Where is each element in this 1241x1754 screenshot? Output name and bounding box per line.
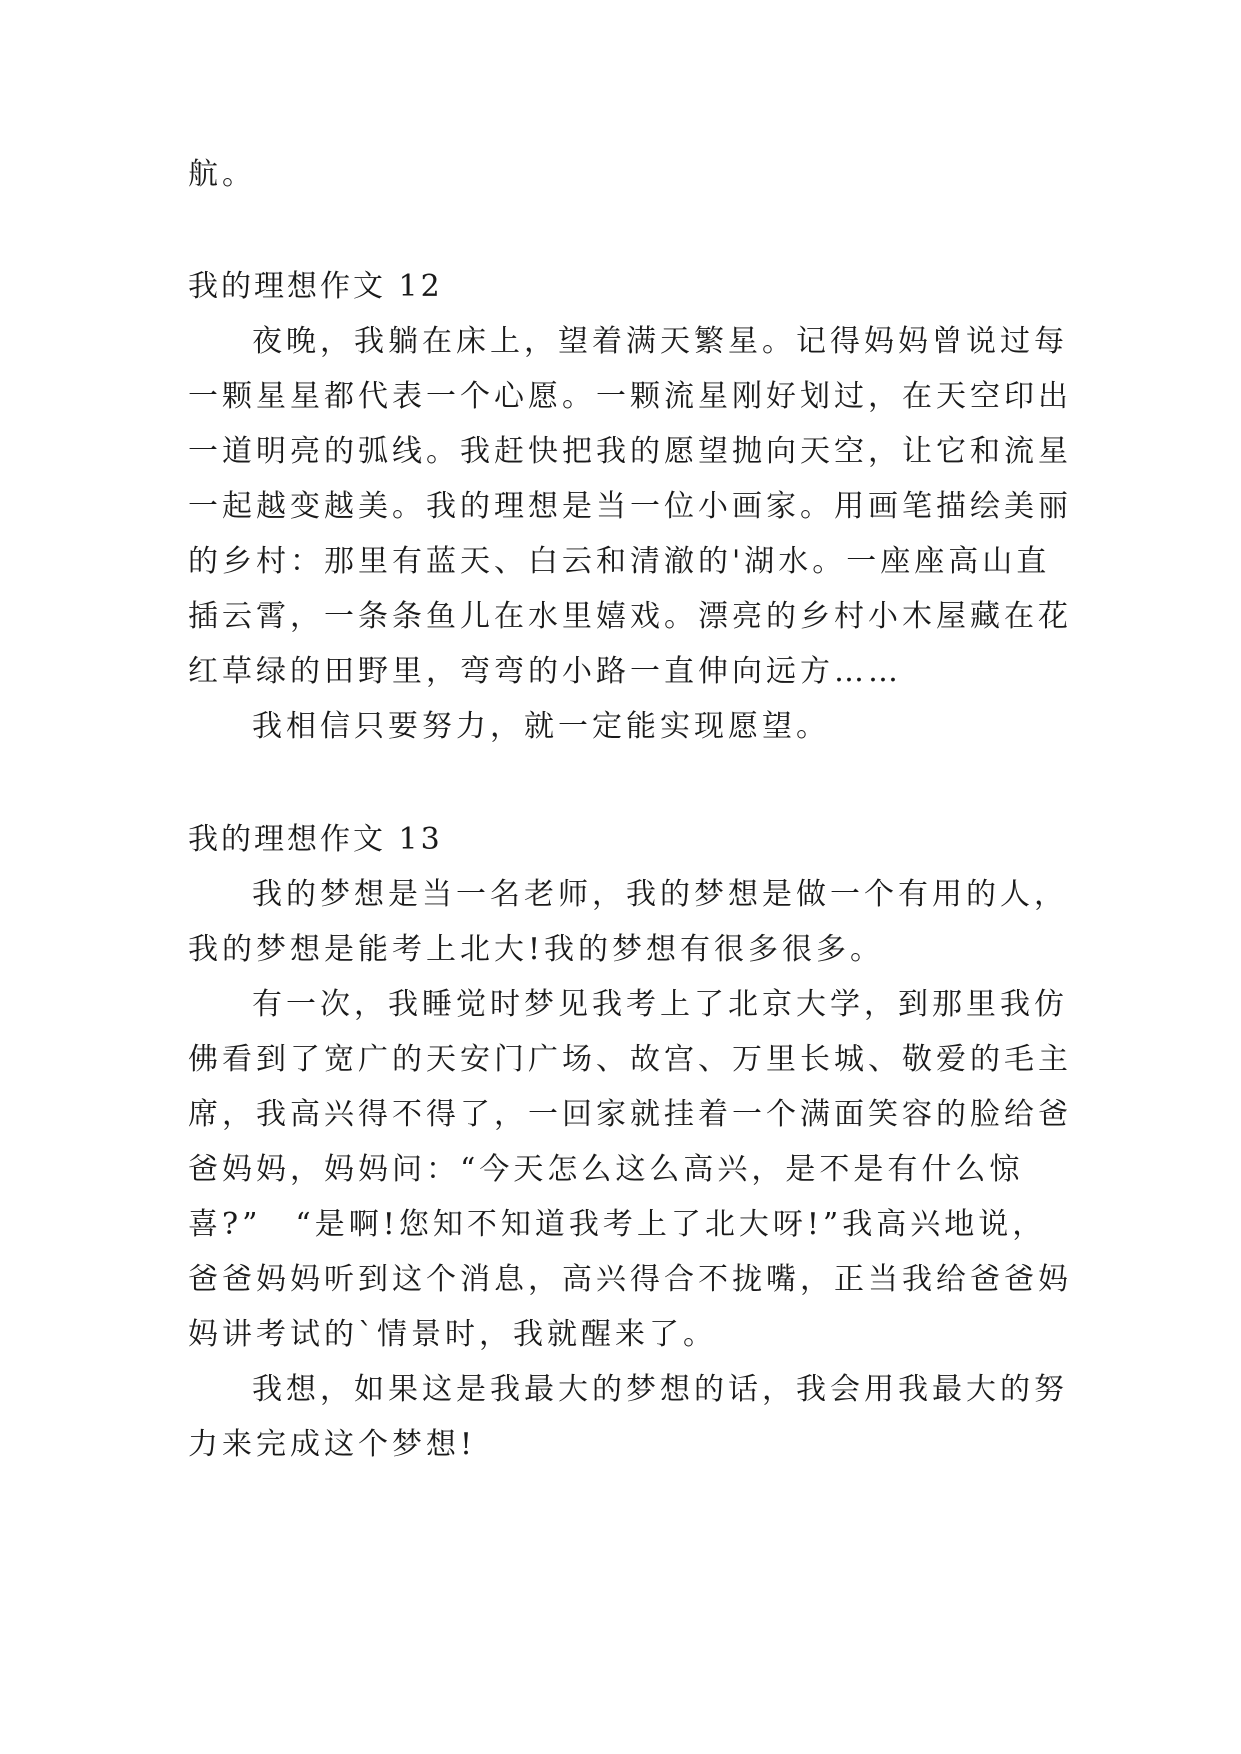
paragraph-line: 有一次，我睡觉时梦见我考上了北京大学，到那里我仿 xyxy=(252,987,1068,1022)
paragraph-line: 爸妈妈，妈妈问：“今天怎么这么高兴，是不是有什么惊 xyxy=(188,1152,1024,1187)
paragraph-line: 的乡村：那里有蓝天、白云和清澈的'湖水。一座座高山直 xyxy=(188,544,1051,579)
paragraph-line: 喜?” “是啊!您知不知道我考上了北大呀!”我高兴地说， xyxy=(188,1207,1047,1242)
document-body xyxy=(188,147,1072,1472)
paragraph-line: 佛看到了宽广的天安门广场、故宫、万里长城、敬爱的毛主 xyxy=(188,1042,1072,1077)
paragraph-line: 一颗星星都代表一个心愿。一颗流星刚好划过，在天空印出 xyxy=(188,379,1072,414)
paragraph-line: 爸爸妈妈听到这个消息，高兴得合不拢嘴，正当我给爸爸妈 xyxy=(188,1262,1072,1297)
paragraph-line: 一起越变越美。我的理想是当一位小画家。用画笔描绘美丽 xyxy=(188,489,1072,524)
paragraph-line: 红草绿的田野里，弯弯的小路一直伸向远方…… xyxy=(188,654,902,689)
section-13-paragraph-2 xyxy=(188,977,1072,1362)
fragment-text: 航。 xyxy=(188,157,256,192)
paragraph-line: 一道明亮的弧线。我赶快把我的愿望抛向天空，让它和流星 xyxy=(188,434,1072,469)
paragraph-line: 我相信只要努力，就一定能实现愿望。 xyxy=(252,709,830,744)
spacer xyxy=(188,754,1063,812)
paragraph-line: 我的梦想是当一名老师，我的梦想是做一个有用的人， xyxy=(252,877,1068,912)
paragraph-line: 我想，如果这是我最大的梦想的话，我会用我最大的努 xyxy=(252,1372,1068,1407)
section-12-paragraph-2 xyxy=(188,699,1063,754)
paragraph-line: 夜晚，我躺在床上，望着满天繁星。记得妈妈曾说过每 xyxy=(252,324,1068,359)
paragraph-line: 力来完成这个梦想! xyxy=(188,1427,477,1462)
section-13-paragraph-3 xyxy=(188,1362,1068,1472)
section-13-title: 我的理想作文 13 xyxy=(188,822,443,857)
spacer xyxy=(188,202,1063,259)
section-13-paragraph-1 xyxy=(188,867,1068,977)
paragraph-line: 妈讲考试的`情景时，我就醒来了。 xyxy=(188,1317,717,1352)
section-12-title: 我的理想作文 12 xyxy=(188,269,443,304)
section-12-paragraph-1 xyxy=(188,314,1072,699)
paragraph-line: 插云霄，一条条鱼儿在水里嬉戏。漂亮的乡村小木屋藏在花 xyxy=(188,599,1072,634)
paragraph-line: 我的梦想是能考上北大!我的梦想有很多很多。 xyxy=(188,932,885,967)
paragraph-line: 席，我高兴得不得了，一回家就挂着一个满面笑容的脸给爸 xyxy=(188,1097,1072,1132)
